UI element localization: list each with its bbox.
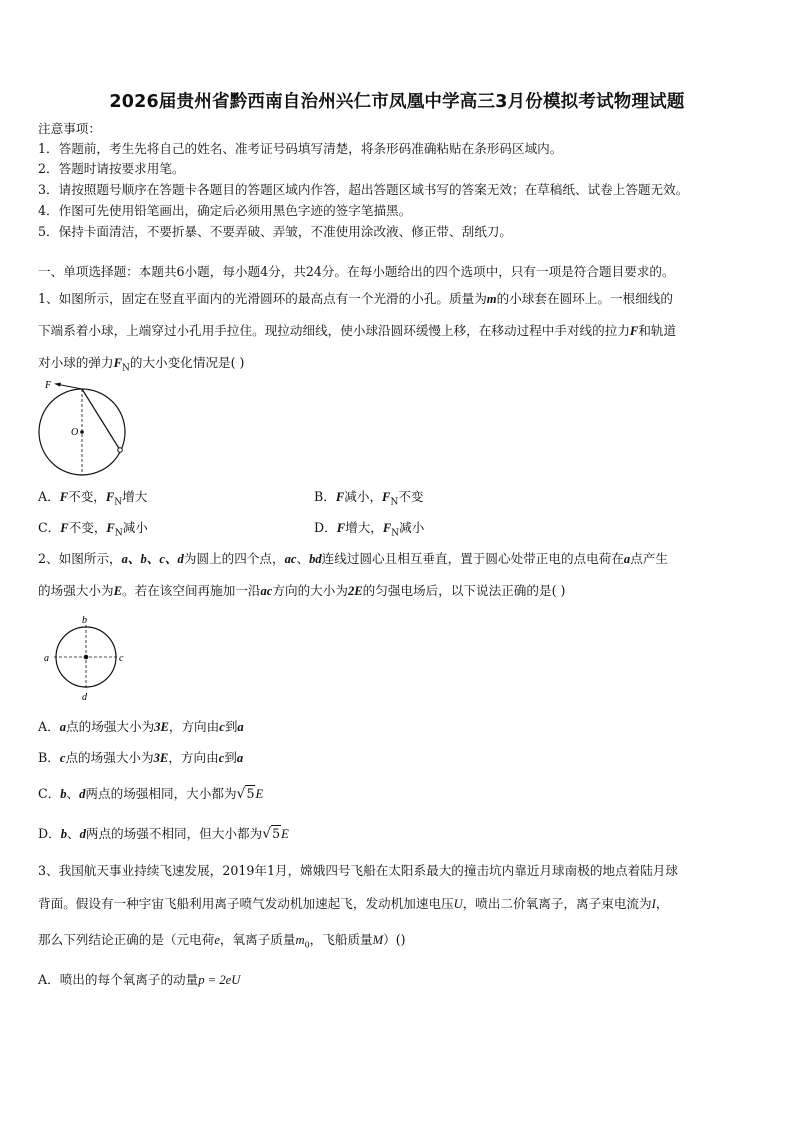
notice-item: 2．答题时请按要求用笔。 (38, 161, 185, 176)
notice-item: 3．请按照题号顺序在答题卡各题目的答题区域内作答，超出答题区域书写的答案无效；在草稿纸、试卷上答题无效。 (38, 182, 689, 197)
q1-option-b[interactable]: B．F减小，$F_N$不变 (314, 489, 424, 508)
sqrt-symbol: √5 (236, 786, 255, 802)
fig-label-b: b (82, 615, 87, 626)
fig-label-d: d (82, 692, 87, 703)
q1-line-1: 1、如图所示，固定在竖直平面内的光滑圆环的最高点有一个光滑的小孔。质量为m的小球套在圆环上。一根细线的 (38, 291, 673, 306)
q1-option-d[interactable]: D．F增大，$F_N$减小 (314, 520, 425, 539)
q2-option-b[interactable]: B．c点的场强大小为3E，方向由c到a (38, 750, 244, 765)
q3-line-2: 背面。假设有一种宇宙飞船利用离子喷气发动机加速起飞，发动机加速电压U，喷出二价氧离子，离子束电流为I， (38, 896, 669, 911)
q2-option-d[interactable]: D．b、d两点的场强不相同，但大小都为√5E (38, 826, 289, 842)
q1-line-2: 下端系着小球，上端穿过小孔用手拉住。现拉动细线，使小球沿圆环缓慢上移，在移动过程中手对线的拉力F和轨道 (38, 323, 677, 338)
fig-label-a: a (44, 653, 49, 664)
section-heading: 一、单项选择题：本题共6小题，每小题4分，共24分。在每小题给出的四个选项中，只有一项是符合题目要求的。 (38, 264, 675, 279)
notice-item: 5．保持卡面清洁，不要折暴、不要弄破、弄皱，不准使用涂改液、修正带、刮纸刀。 (38, 224, 512, 239)
fig-label-c: c (119, 653, 124, 664)
sqrt-symbol: √5 (262, 826, 281, 842)
q3-line-1: 3、我国航天事业持续飞速发展，2019年1月，嫦娥四号飞船在太阳系最大的撞击坑内靠近月球南极的地点着陆月球 (38, 863, 678, 878)
fig-label-O: O (71, 427, 79, 438)
notice-item: 4．作图可先使用铅笔画出，确定后必须用黑色字迹的签字笔描黑。 (38, 203, 412, 218)
q2-line-2: 的场强大小为E。若在该空间再施加一沿ac方向的大小为2E的匀强电场后，以下说法正确的是( ) (38, 583, 566, 598)
q1-circle-figure (32, 374, 132, 480)
page-title: 2026届贵州省黔西南自治州兴仁市凤凰中学高三3月份模拟考试物理试题 (109, 92, 685, 112)
q1-line-3: 对小球的弹力$F_N$的大小变化情况是( ) (38, 355, 245, 374)
notice-heading: 注意事项： (38, 121, 101, 136)
q3-line-3: 那么下列结论正确的是（元电荷e，氧离子质量$m_0$，飞船质量M）() (38, 932, 406, 950)
q1-option-a[interactable]: A．F不变，$F_N$增大 (38, 489, 148, 508)
q2-line-1: 2、如图所示，a、b、c、d为圆上的四个点，ac、bd连线过圆心且相互垂直，置于圆心处带正电的点电荷在a点产生 (38, 551, 668, 566)
fig-label-F: F (45, 380, 52, 391)
q2-option-c[interactable]: C．b、d两点的场强相同，大小都为√5E (38, 786, 264, 802)
q3-option-a[interactable]: A．喷出的每个氧离子的动量p = 2eU (38, 972, 241, 987)
notice-item: 1．答题前，考生先将自己的姓名、准考证号码填写清楚，将条形码准确粘贴在条形码区域内。 (38, 141, 563, 156)
q1-option-c[interactable]: C．F不变，$F_N$减小 (38, 520, 148, 539)
q2-option-a[interactable]: A．a点的场强大小为3E，方向由c到a (38, 719, 244, 734)
q2-circle-figure (40, 614, 132, 704)
